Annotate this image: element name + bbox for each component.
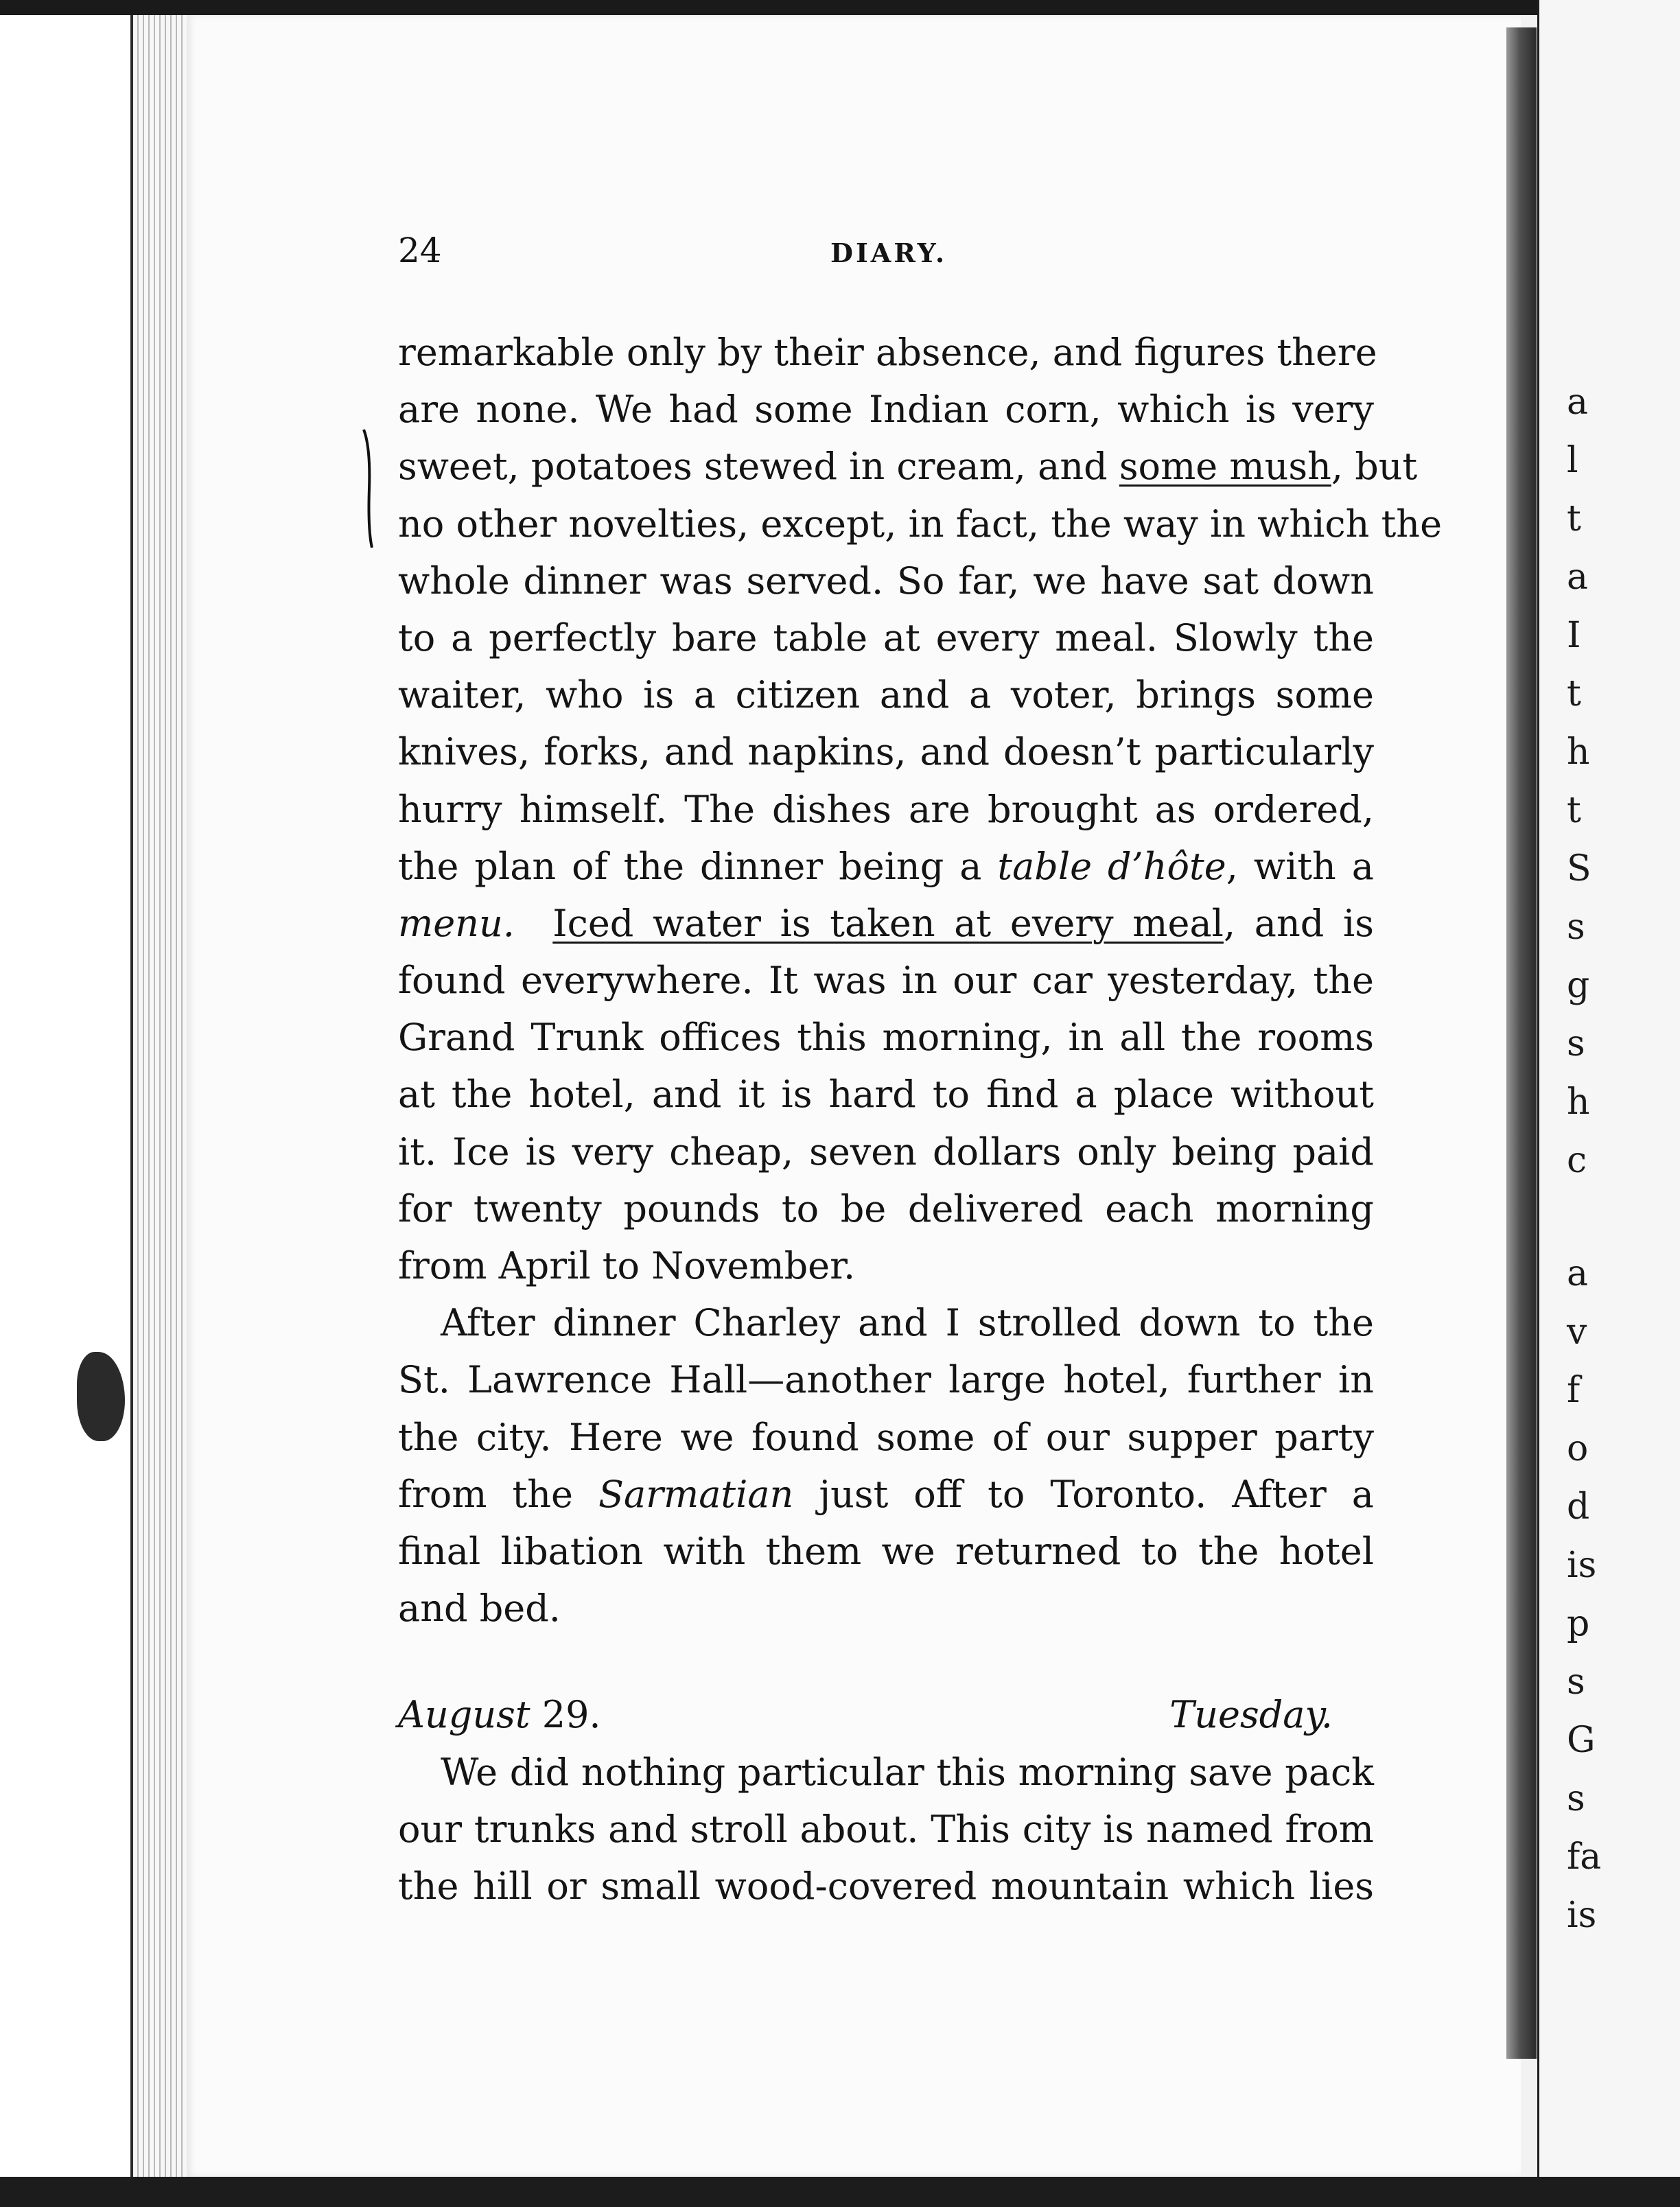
facing-page-letter: t xyxy=(1567,673,1581,714)
italic-phrase: table d’hôte xyxy=(997,844,1226,888)
facing-page-letter: s xyxy=(1567,1778,1585,1819)
facing-page-letter: I xyxy=(1567,615,1581,656)
facing-page-letter: is xyxy=(1567,1545,1597,1586)
facing-page-letter: h xyxy=(1567,732,1590,773)
text-line xyxy=(398,1466,1374,1523)
text-line: the city. Here we found some of our supper party xyxy=(398,1415,1374,1459)
text-line: at the hotel, and it is hard to find a place without xyxy=(398,1073,1374,1117)
text-line: our trunks and stroll about. This city is named from xyxy=(398,1807,1374,1851)
text-run: from the xyxy=(398,1472,598,1516)
text-line: After dinner Charley and I strolled down to the xyxy=(441,1301,1374,1345)
facing-page-letter: c xyxy=(1567,1140,1587,1181)
entry-day: 29. xyxy=(530,1693,601,1737)
facing-page-letter: t xyxy=(1567,498,1581,539)
entry-weekday: Tuesday. xyxy=(1169,1693,1333,1737)
text-line: the hill or small wood-covered mountain which lies xyxy=(398,1864,1374,1908)
diary-text xyxy=(398,324,1443,1915)
facing-page-letter: v xyxy=(1567,1311,1587,1353)
page-stack-edges xyxy=(130,0,195,2189)
facing-page-letter: p xyxy=(1567,1603,1590,1644)
text-line: found everywhere. It was in our car yesterday, the xyxy=(398,959,1374,1003)
facing-page-letter: d xyxy=(1567,1486,1590,1528)
text-run: , but xyxy=(1331,445,1418,489)
text-line xyxy=(398,438,1418,495)
scan-background-left xyxy=(0,0,130,2207)
underlined-phrase: some mush xyxy=(1119,445,1331,489)
text-line: to a perfectly bare table at every meal. Slowly the xyxy=(398,616,1374,659)
facing-page-letter: g xyxy=(1567,965,1590,1006)
text-line: knives, forks, and napkins, and doesn’t particularly xyxy=(398,730,1374,774)
margin-bracket-mark xyxy=(362,427,375,550)
facing-page-letter: s xyxy=(1567,1661,1585,1703)
text-line: hurry himself. The dishes are brought as ordered, xyxy=(398,787,1374,831)
text-line: We did nothing particular this morning save pack xyxy=(441,1750,1374,1794)
facing-page-letter: h xyxy=(1567,1082,1590,1123)
text-run: just off to Toronto. After a xyxy=(793,1472,1374,1516)
facing-page-letter: l xyxy=(1567,440,1578,481)
underlined-phrase: Iced water is taken at every meal xyxy=(552,901,1224,945)
facing-page-fragment xyxy=(1537,0,1680,2196)
text-line: and bed. xyxy=(398,1587,561,1631)
text-run: , with a xyxy=(1226,844,1374,888)
facing-page-letter: is xyxy=(1567,1895,1597,1936)
facing-page-letter: s xyxy=(1567,907,1585,948)
page-header xyxy=(398,231,1373,279)
entry-date xyxy=(398,1686,601,1743)
scan-top-border xyxy=(0,0,1680,15)
facing-page-letter: t xyxy=(1567,790,1581,831)
text-line: from April to November. xyxy=(398,1244,856,1287)
entry-month: August xyxy=(398,1693,530,1737)
page-number: 24 xyxy=(398,231,442,270)
facing-page-letter: a xyxy=(1567,382,1589,423)
facing-page-letter: a xyxy=(1567,1253,1589,1294)
text-line: no other novelties, except, in fact, the way in which the xyxy=(398,502,1443,546)
diary-entry-heading xyxy=(398,1686,1374,1743)
running-head: DIARY. xyxy=(830,237,948,268)
text-line: Grand Trunk offices this morning, in all the rooms xyxy=(398,1016,1374,1060)
facing-page-letter: s xyxy=(1567,1023,1585,1064)
italic-phrase: Sarmatian xyxy=(598,1472,794,1516)
facing-page-letter: f xyxy=(1567,1370,1580,1411)
book-gutter xyxy=(1506,27,1537,2059)
facing-page-letter: a xyxy=(1567,557,1589,598)
facing-page-letter: S xyxy=(1567,848,1591,889)
text-line: for twenty pounds to be delivered each morning xyxy=(398,1187,1374,1230)
text-line xyxy=(398,895,1374,952)
italic-phrase: menu. xyxy=(398,901,515,945)
facing-page-letter: G xyxy=(1567,1720,1596,1761)
text-line: remarkable only by their absence, and figures there xyxy=(398,331,1377,374)
text-line: are none. We had some Indian corn, which is very xyxy=(398,388,1374,432)
facing-page-letter: fa xyxy=(1567,1836,1602,1878)
text-line: St. Lawrence Hall—another large hotel, further in xyxy=(398,1358,1374,1402)
text-run: , and is xyxy=(1223,901,1374,945)
text-run: the plan of the dinner being a xyxy=(398,844,998,888)
text-line xyxy=(398,838,1374,895)
scan-bottom-border xyxy=(0,2177,1680,2207)
text-line: whole dinner was served. So far, we have sat down xyxy=(398,559,1374,603)
entry-spacer xyxy=(398,1637,1374,1686)
text-run: sweet, potatoes stewed in cream, and xyxy=(398,445,1119,489)
text-line: waiter, who is a citizen and a voter, brings some xyxy=(398,673,1374,717)
text-line: it. Ice is very cheap, seven dollars only being paid xyxy=(398,1130,1374,1173)
facing-page-letter: o xyxy=(1567,1428,1589,1469)
text-line: final libation with them we returned to the hotel xyxy=(398,1529,1374,1573)
